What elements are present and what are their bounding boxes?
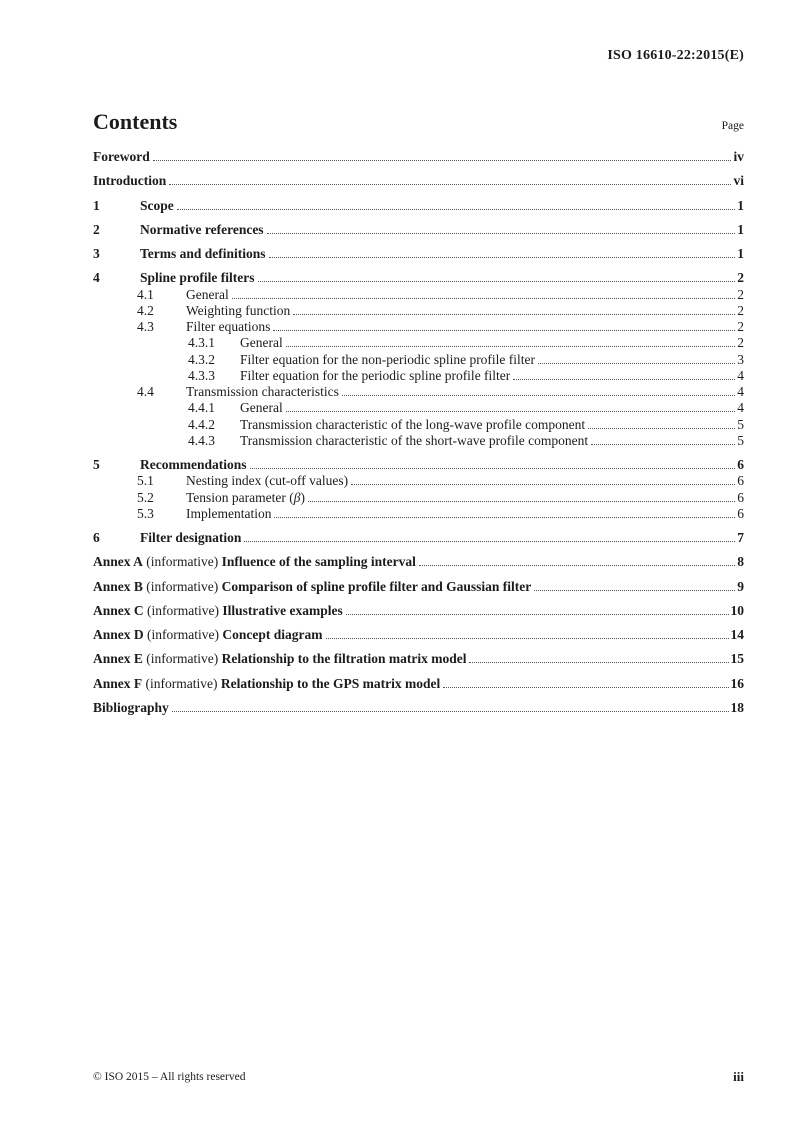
toc-entry-number: 4.3.1 <box>188 335 215 351</box>
toc-entry-label: Annex B (informative) Comparison of spline profile filter and Gaussian filter <box>93 578 532 594</box>
toc-entry-4.4[interactable] <box>93 384 744 400</box>
toc-entry-5.1[interactable] <box>93 473 744 489</box>
toc-entry-6[interactable] <box>93 530 744 546</box>
page-content <box>93 0 744 716</box>
toc-entry-page: 2 <box>737 335 744 351</box>
toc-entry-page: 15 <box>730 651 744 667</box>
dot-leader <box>172 711 729 712</box>
toc-entry-4.3.1[interactable] <box>93 335 744 351</box>
toc-entry-label: Filter equations <box>186 319 271 334</box>
toc-entry-label: Filter equation for the periodic spline profile filter <box>240 367 511 383</box>
toc-entry-label: Transmission characteristic of the long-wave profile component <box>240 416 586 432</box>
toc-entry-label: Annex A (informative) Influence of the sampling interval <box>93 554 416 570</box>
toc-entry-page: 2 <box>737 302 744 318</box>
toc-entry-number: 2 <box>93 221 100 237</box>
toc-entry-number: 4.3 <box>137 319 154 334</box>
toc-entry-number: 4 <box>93 270 100 286</box>
toc-entry-label: Annex E (informative) Relationship to the filtration matrix model <box>93 651 467 667</box>
toc-entry-label: Recommendations <box>140 457 247 472</box>
toc-entry-label: Introduction <box>93 173 167 189</box>
toc-entry-page: 16 <box>730 675 744 691</box>
footer-copyright: © ISO 2015 – All rights reserved <box>93 1071 246 1083</box>
dot-leader <box>269 257 736 258</box>
toc-entry-number: 4.4.2 <box>188 416 215 432</box>
footer-page-number: iii <box>733 1069 744 1084</box>
toc-entry-page: iv <box>733 149 744 164</box>
toc-entry-page: 5 <box>737 416 744 432</box>
dot-leader <box>232 298 736 299</box>
toc-entry-4.4.1[interactable] <box>93 400 744 416</box>
toc-entry-5.2[interactable] <box>93 490 744 506</box>
toc-entry-label: Annex C (informative) Illustrative examples <box>93 602 343 618</box>
toc-entry-4.3.3[interactable] <box>93 368 744 384</box>
dot-leader <box>469 662 728 663</box>
dot-leader <box>351 484 735 485</box>
toc-entry-5[interactable] <box>93 457 744 473</box>
toc-entry[interactable] <box>93 676 744 692</box>
toc-entry-page: 7 <box>737 530 744 545</box>
dot-leader <box>538 363 735 364</box>
toc-entry[interactable] <box>93 700 744 716</box>
dot-leader <box>177 209 736 210</box>
toc-entry-page: 18 <box>730 699 744 715</box>
toc-entry-label: Filter equation for the non-periodic spline profile filter <box>240 351 536 367</box>
dot-leader <box>286 346 736 347</box>
toc-entry-page: 8 <box>737 554 744 570</box>
dot-leader <box>267 233 736 234</box>
toc-entry-label: Nesting index (cut-off values) <box>186 473 349 489</box>
dot-leader <box>534 590 735 591</box>
toc-entry-2[interactable] <box>93 222 744 238</box>
toc-entry-page: 2 <box>737 319 744 334</box>
toc-entry-page: 6 <box>737 505 744 521</box>
toc-entry-page: 4 <box>737 384 744 399</box>
toc-entry-label: General <box>240 335 283 351</box>
dot-leader <box>591 444 735 445</box>
toc-entry-label: Tension parameter (β) <box>186 489 305 505</box>
toc-entry-label: Weighting function <box>186 302 291 318</box>
toc-entry-label: Annex F (informative) Relationship to the GPS matrix model <box>93 675 441 691</box>
toc-entry-4.4.2[interactable] <box>93 417 744 433</box>
dot-leader <box>258 281 736 282</box>
toc-entry-page: 6 <box>737 489 744 505</box>
toc-entry-page: 1 <box>737 246 744 261</box>
document-reference: ISO 16610-22:2015(E) <box>607 48 744 63</box>
toc-entry-number: 5.1 <box>137 473 154 489</box>
toc-entry-4.4.3[interactable] <box>93 433 744 449</box>
toc-entry-label: Bibliography <box>93 699 169 715</box>
toc-entry-4.1[interactable] <box>93 287 744 303</box>
toc-entry-page: 3 <box>737 351 744 367</box>
toc-entry-4.2[interactable] <box>93 303 744 319</box>
toc-entry[interactable] <box>93 149 744 165</box>
dot-leader <box>513 379 735 380</box>
toc-entry-number: 4.4.1 <box>188 400 215 416</box>
dot-leader <box>244 541 735 542</box>
dot-leader <box>342 395 735 396</box>
toc-entry-number: 5.2 <box>137 489 154 505</box>
toc-entry-3[interactable] <box>93 246 744 262</box>
toc-entry-label: Scope <box>140 197 174 213</box>
toc-entry-number: 6 <box>93 530 100 545</box>
toc-entry-page: 4 <box>737 400 744 416</box>
toc-entry-page: 10 <box>730 602 744 618</box>
contents-heading-row <box>93 108 744 136</box>
dot-leader <box>308 501 735 502</box>
dot-leader <box>250 468 736 469</box>
toc-entry-label: Foreword <box>93 149 150 164</box>
toc-entry-page: 2 <box>737 286 744 302</box>
toc-entry-4.3[interactable] <box>93 319 744 335</box>
toc-entry[interactable] <box>93 173 744 189</box>
toc-list <box>93 149 744 716</box>
toc-entry-page: 9 <box>737 578 744 594</box>
toc-entry-page: 14 <box>730 627 744 642</box>
toc-entry-number: 4.3.2 <box>188 351 215 367</box>
toc-entry-1[interactable] <box>93 198 744 214</box>
toc-entry-label: Implementation <box>186 505 272 521</box>
toc-entry-label: Spline profile filters <box>140 270 255 286</box>
toc-entry[interactable] <box>93 579 744 595</box>
dot-leader <box>293 314 735 315</box>
toc-entry[interactable] <box>93 554 744 570</box>
toc-entry-number: 5 <box>93 457 100 472</box>
toc-entry-page: 4 <box>737 367 744 383</box>
toc-entry-label: General <box>186 286 229 302</box>
toc-entry-page: 5 <box>737 432 744 448</box>
dot-leader <box>346 614 729 615</box>
dot-leader <box>274 517 735 518</box>
toc-entry-page: 2 <box>737 270 744 286</box>
toc-entry-label: Normative references <box>140 221 264 237</box>
dot-leader <box>169 184 731 185</box>
toc-entry[interactable] <box>93 603 744 619</box>
dot-leader <box>326 638 729 639</box>
toc-entry-label: Transmission characteristic of the short-wave profile component <box>240 432 589 448</box>
toc-entry-page: 1 <box>737 221 744 237</box>
toc-entry-4.3.2[interactable] <box>93 352 744 368</box>
toc-entry-label: Filter designation <box>140 530 242 545</box>
toc-entry-number: 4.3.3 <box>188 367 215 383</box>
toc-entry-number: 5.3 <box>137 505 154 521</box>
toc-entry-number: 4.1 <box>137 286 154 302</box>
dot-leader <box>273 330 735 331</box>
toc-entry[interactable] <box>93 627 744 643</box>
toc-entry-number: 4.2 <box>137 302 154 318</box>
toc-entry-label: Transmission characteristics <box>186 384 339 399</box>
toc-entry-page: 6 <box>737 473 744 489</box>
page-column-label: Page <box>721 120 744 132</box>
dot-leader <box>153 160 732 161</box>
toc-entry-page: 6 <box>737 457 744 472</box>
toc-entry-number: 4.4 <box>137 384 154 399</box>
contents-title: Contents <box>93 109 178 134</box>
toc-entry-label: Terms and definitions <box>140 246 266 261</box>
toc-entry-number: 1 <box>93 197 100 213</box>
toc-entry[interactable] <box>93 651 744 667</box>
toc-entry-label: General <box>240 400 283 416</box>
toc-entry-5.3[interactable] <box>93 506 744 522</box>
dot-leader <box>588 428 735 429</box>
toc-entry-page: vi <box>733 173 744 189</box>
toc-entry-label: Annex D (informative) Concept diagram <box>93 627 323 642</box>
dot-leader <box>286 411 736 412</box>
toc-entry-page: 1 <box>737 197 744 213</box>
dot-leader <box>443 687 728 688</box>
toc-entry-number: 4.4.3 <box>188 432 215 448</box>
toc-entry-4[interactable] <box>93 270 744 286</box>
dot-leader <box>419 565 735 566</box>
toc-entry-number: 3 <box>93 246 100 261</box>
